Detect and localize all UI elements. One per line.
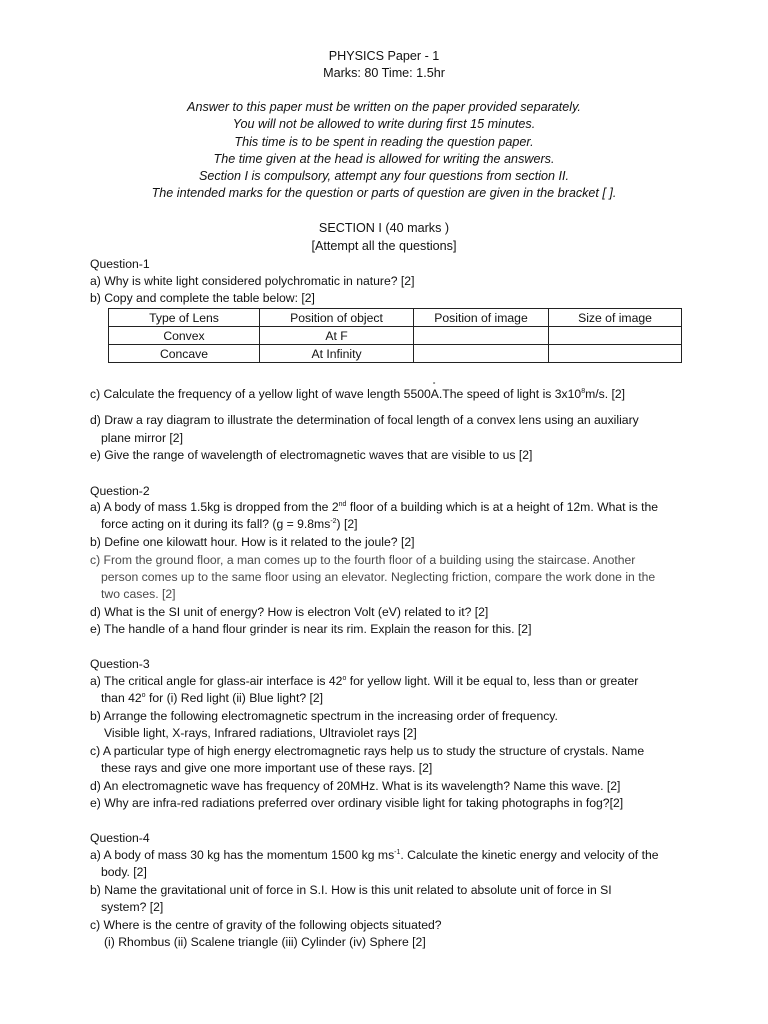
question-part-continued: plane mirror [2] bbox=[101, 431, 183, 445]
question-part: d) An electromagnetic wave has frequency of 20MHz. What is its wavelength? Name this wave. [2] bbox=[90, 779, 621, 793]
question-part: b) Define one kilowatt hour. How is it related to the joule? [2] bbox=[90, 535, 415, 549]
table-cell: At Infinity bbox=[260, 345, 414, 363]
question-part-continued: person comes up to the same floor using an elevator. Neglecting friction, compare the work done in the bbox=[101, 570, 656, 584]
paper-title: PHYSICS Paper - 1 bbox=[328, 49, 440, 63]
section-title: SECTION I (40 marks ) bbox=[318, 221, 450, 235]
table-cell: Convex bbox=[109, 327, 260, 345]
question-part: a) A body of mass 30 kg has the momentum 1500 kg $ms^{-1}$. Calculate the kinetic energy and velocity of the bbox=[90, 848, 659, 862]
question-part: d) Draw a ray diagram to illustrate the determination of focal length of a convex lens using an auxiliary bbox=[90, 413, 639, 427]
question-heading: Question-3 bbox=[90, 657, 150, 671]
question-part: a) The critical angle for glass-air interface is 42$^o$ for yellow light. Will it be equal to, less than or greater bbox=[90, 674, 639, 688]
lens-table bbox=[108, 308, 682, 363]
question-part: b) Copy and complete the table below: [2] bbox=[90, 291, 315, 305]
table-header-row bbox=[109, 309, 682, 327]
question-part: e) Why are infra-red radiations preferred over ordinary visible light for taking photographs in fog?[2] bbox=[90, 796, 624, 810]
question-part: c) From the ground floor, a man comes up to the fourth floor of a building using the staircase. Another bbox=[90, 553, 636, 567]
table-cell: At F bbox=[260, 327, 414, 345]
question-part-continued: body. [2] bbox=[101, 865, 147, 879]
question-part: c) Where is the centre of gravity of the following objects situated? bbox=[90, 918, 442, 932]
question-heading: Question-4 bbox=[90, 831, 150, 845]
table-row bbox=[109, 327, 682, 345]
question-part-continued: Visible light, X-rays, Infrared radiations, Ultraviolet rays [2] bbox=[104, 726, 417, 740]
instruction-line: You will not be allowed to write during first 15 minutes. bbox=[232, 117, 536, 131]
question-part: a) Why is white light considered polychromatic in nature? [2] bbox=[90, 274, 415, 288]
question-part: e) Give the range of wavelength of electromagnetic waves that are visible to us [2] bbox=[90, 448, 533, 462]
question-heading: Question-2 bbox=[90, 484, 150, 498]
instruction-line: The time given at the head is allowed for writing the answers. bbox=[213, 152, 555, 166]
table-row bbox=[109, 345, 682, 363]
question-part-continued: force acting on it during its fall? $(g = 9.8ms^{-2})$ [2] bbox=[101, 517, 358, 531]
question-part: c) A particular type of high energy electromagnetic rays help us to study the structure of crystals. Name bbox=[90, 744, 645, 758]
question-heading: Question-1 bbox=[90, 257, 150, 271]
table-cell bbox=[549, 345, 682, 363]
instruction-line: The intended marks for the question or parts of question are given in the bracket [ ]. bbox=[151, 186, 617, 200]
question-part: b) Arrange the following electromagnetic spectrum in the increasing order of frequency. bbox=[90, 709, 558, 723]
question-part-continued: system? [2] bbox=[101, 900, 164, 914]
table-header-cell: Size of image bbox=[549, 309, 682, 327]
table-cell bbox=[549, 327, 682, 345]
question-part-continued: (i) Rhombus (ii) Scalene triangle (iii) Cylinder (iv) Sphere [2] bbox=[104, 935, 426, 949]
instruction-line: Section I is compulsory, attempt any four questions from section II. bbox=[198, 169, 570, 183]
marks-time: Marks: 80 Time: 1.5hr bbox=[323, 66, 445, 80]
question-part: b) Name the gravitational unit of force in S.I. How is this unit related to absolute unit of force in SI bbox=[90, 883, 612, 897]
question-part-continued: two cases. [2] bbox=[101, 587, 176, 601]
angstrom-symbol: ° A bbox=[430, 382, 439, 401]
section-subtitle: [Attempt all the questions] bbox=[311, 239, 457, 253]
table-cell: Concave bbox=[109, 345, 260, 363]
question-part: e) The handle of a hand flour grinder is near its rim. Explain the reason for this. [2] bbox=[90, 622, 532, 636]
table-header-cell: Type of Lens bbox=[109, 309, 260, 327]
instruction-line: Answer to this paper must be written on the paper provided separately. bbox=[187, 100, 581, 114]
table-header-cell: Position of object bbox=[260, 309, 414, 327]
question-part: c) Calculate the frequency of a yellow light of wave length 5500 ° A.The speed of light is $3x10^8m/s$. [2] bbox=[90, 382, 626, 401]
table-header-cell: Position of image bbox=[414, 309, 549, 327]
instruction-line: This time is to be spent in reading the question paper. bbox=[234, 135, 534, 149]
table-cell bbox=[414, 345, 549, 363]
question-part-continued: these rays and give one more important use of these rays. [2] bbox=[101, 761, 433, 775]
question-part-continued: than 42$^o$ for (i) Red light (ii) Blue light? [2] bbox=[101, 691, 324, 705]
table-cell bbox=[414, 327, 549, 345]
question-part: a) A body of mass 1.5kg is dropped from the 2nd floor of a building which is at a height of 12m. What is the bbox=[90, 500, 659, 514]
question-part: d) What is the SI unit of energy? How is electron Volt (eV) related to it? [2] bbox=[90, 605, 489, 619]
